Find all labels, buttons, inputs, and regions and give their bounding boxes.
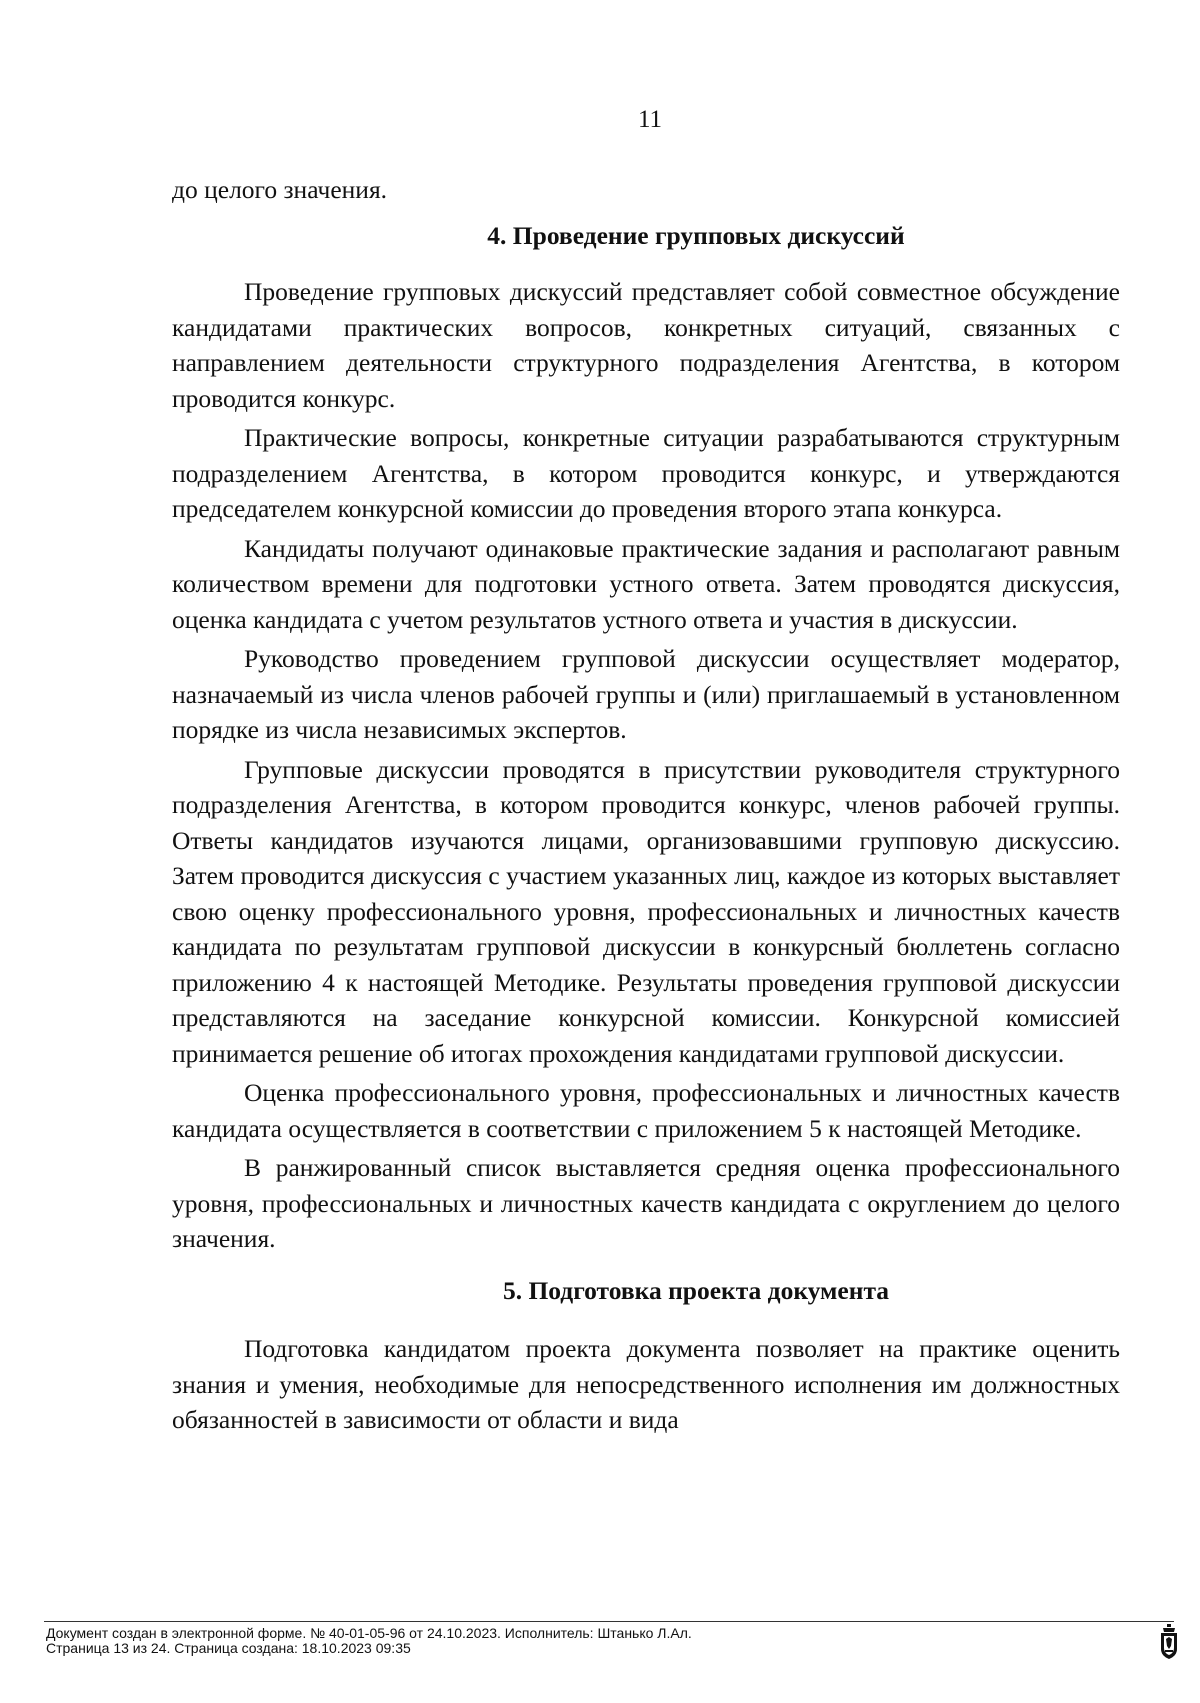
paragraph: Подготовка кандидатом проекта документа позволяет на практике оценить знания и умения, необходимые для непосредственного исполнения им должностных обязанностей в зависимости от области и вида [172, 1334, 1120, 1434]
paragraph: Оценка профессионального уровня, профессиональных и личностных качеств кандидата осуществляется в соответствии с приложением 5 к настоящей Методике. [172, 1078, 1120, 1143]
document-body [172, 172, 1120, 1438]
coat-of-arms-icon [1158, 1624, 1180, 1660]
paragraph: Практические вопросы, конкретные ситуации разрабатываются структурным подразделением Агентства, в котором проводится конкурс, и утверждаются председателем конкурсной комиссии до проведения второго этапа конкурса. [172, 423, 1120, 523]
paragraph: Проведение групповых дискуссий представляет собой совместное обсуждение кандидатами практических вопросов, конкретных ситуаций, связанных с направлением деятельности структурного подразделения Агентства, в котором проводится конкурс. [172, 277, 1120, 413]
paragraph: Групповые дискуссии проводятся в присутствии руководителя структурного подразделения Агентства, в котором проводится конкурс, членов рабочей группы. Ответы кандидатов изучаются лицами, организовавшими групповую дискуссию. Затем проводится дискуссия с участием указанных лиц, каждое из которых выставляет свою оценку профессионального уровня, профессиональных и личностных качеств кандидата по результатам групповой дискуссии в конкурсный бюллетень согласно приложению 4 к настоящей Методике. Результаты проведения групповой дискуссии представляются на заседание конкурсной комиссии. Конкурсной комиссией принимается решение об итогах прохождения кандидатами групповой дискуссии. [172, 754, 1120, 1068]
paragraph: Руководство проведением групповой дискуссии осуществляет модератор, назначаемый из числа членов рабочей группы и (или) приглашаемый в установленном порядке из числа независимых экспертов. [172, 644, 1120, 744]
paragraph: В ранжированный список выставляется средняя оценка профессионального уровня, профессиональных и личностных качеств кандидата с округлением до целого значения. [172, 1153, 1120, 1253]
footer-line-1: Документ создан в электронной форме. № 40-01-05-96 от 24.10.2023. Исполнитель: Штанько Л.Ал. [46, 1625, 692, 1641]
footer-line-2: Страница 13 из 24. Страница создана: 18.10.2023 09:35 [46, 1640, 411, 1656]
footer-divider [44, 1621, 1174, 1622]
section-heading-5: 5. Подготовка проекта документа [502, 1275, 890, 1305]
section-heading-4: 4. Проведение групповых дискуссий [487, 220, 905, 250]
lead-line: до целого значения. [172, 175, 388, 204]
paragraph: Кандидаты получают одинаковые практические задания и располагают равным количеством времени для подготовки устного ответа. Затем проводятся дискуссия, оценка кандидата с учетом результатов устного ответа и участия в дискуссии. [172, 533, 1120, 634]
page-number: 11 [637, 106, 663, 133]
document-footer [46, 1626, 692, 1656]
